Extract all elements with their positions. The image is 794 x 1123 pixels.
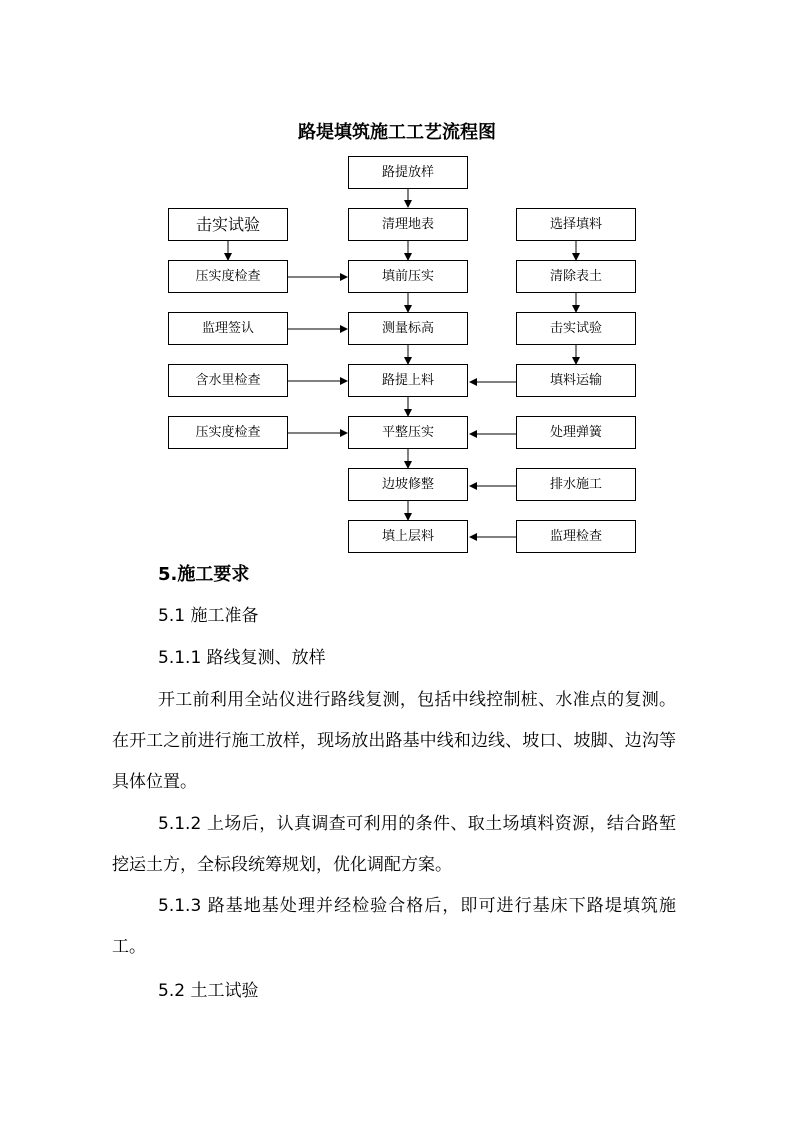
paragraph-1: 开工前利用全站仪进行路线复测，包括中线控制桩、水准点的复测。在开工之前进行施工放样，现场放出路基中线和边线、坡口、坡脚、边沟等具体位置。 — [112, 690, 676, 792]
fc-center-1: 路提放样 — [348, 156, 468, 189]
fc-left-3: 监理签认 — [168, 312, 288, 345]
fc-center-3: 填前压实 — [348, 260, 468, 293]
fc-center-7: 边坡修整 — [348, 468, 468, 501]
fc-left-4: 含水里检查 — [168, 364, 288, 397]
fc-left-1: 击实试验 — [168, 208, 288, 241]
fc-right-6: 排水施工 — [516, 468, 636, 501]
fc-right-2: 清除表土 — [516, 260, 636, 293]
fc-left-5: 压实度检查 — [168, 416, 288, 449]
fc-left-2: 压实度检查 — [168, 260, 288, 293]
fc-center-2: 清理地表 — [348, 208, 468, 241]
fc-right-1: 选择填料 — [516, 208, 636, 241]
section-heading: 5.施工要求 — [158, 564, 250, 585]
fc-center-8: 填上层料 — [348, 520, 468, 553]
fc-center-5: 路提上料 — [348, 364, 468, 397]
fc-right-4: 填料运输 — [516, 364, 636, 397]
subsection-5-2: 5.2 土工试验 — [158, 981, 259, 1001]
fc-right-5: 处理弹簧 — [516, 416, 636, 449]
fc-center-4: 测量标高 — [348, 312, 468, 345]
paragraph-3: 5.1.3 路基地基处理并经检验合格后，即可进行基床下路堤填筑施工。 — [112, 896, 676, 957]
flowchart-title: 路堤填筑施工工艺流程图 — [298, 122, 496, 143]
fc-right-3: 击实试验 — [516, 312, 636, 345]
paragraph-2: 5.1.2 上场后，认真调查可利用的条件、取土场填料资源，结合路堑挖运土方，全标段统筹规划，优化调配方案。 — [112, 814, 676, 875]
fc-center-6: 平整压实 — [348, 416, 468, 449]
subsection-5-1: 5.1 施工准备 — [158, 606, 259, 626]
fc-right-7: 监理检查 — [516, 520, 636, 553]
subsection-5-1-1: 5.1.1 路线复测、放样 — [158, 648, 326, 668]
